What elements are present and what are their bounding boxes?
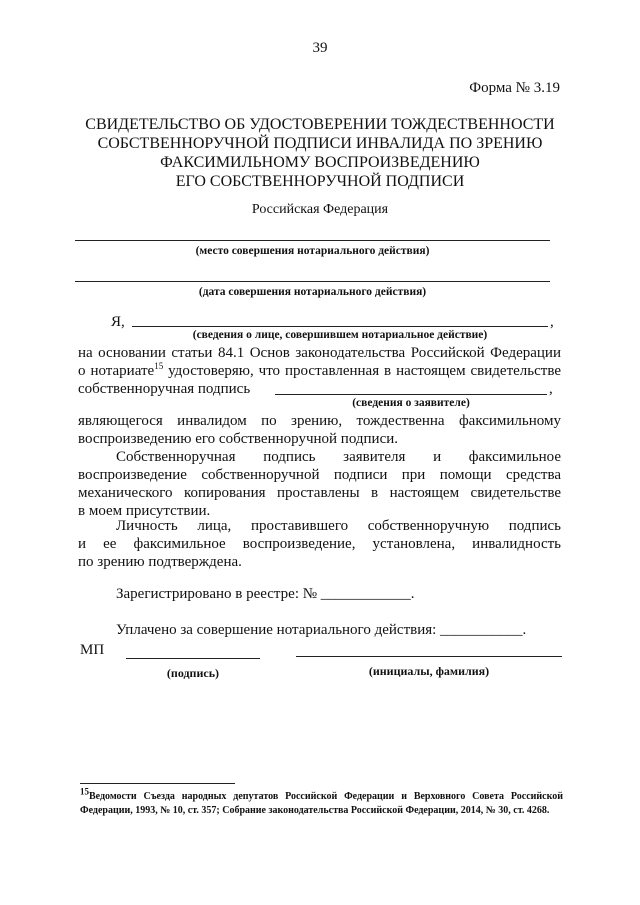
notary-line-end: , [550, 314, 554, 330]
signature-line-end: , [549, 381, 553, 397]
place-caption: (место совершения нотариального действия) [195, 245, 430, 257]
title-line: ФАКСИМИЛЬНОМУ ВОСПРОИЗВЕДЕНИЮ [160, 154, 480, 171]
place-line [75, 240, 550, 241]
title-line: СВИДЕТЕЛЬСТВО ОБ УДОСТОВЕРЕНИИ ТОЖДЕСТВЕННОСТИ [85, 116, 555, 133]
person-caption: (сведения о лице, совершившем нотариальное действие) [192, 329, 488, 341]
paragraph-line: воспроизведению его собственноручной подписи. [78, 431, 399, 447]
footnote-rule [80, 783, 235, 784]
name-field-line [296, 656, 562, 657]
date-caption: (дата совершения нотариального действия) [198, 286, 427, 298]
paragraph-line: механического копирования проставлены в настоящем свидетельстве [78, 485, 561, 501]
paragraph-line: являющегося инвалидом по зрению, тождественна факсимильному [78, 413, 561, 429]
paragraph-text: о нотариате [78, 363, 155, 379]
paragraph-line: Личность лица, проставившего собственноручную подпись [116, 518, 561, 534]
country-label: Российская Федерация [251, 202, 389, 217]
title-line: СОБСТВЕННОРУЧНОЙ ПОДПИСИ ИНВАЛИДА ПО ЗРЕНИЮ [97, 135, 543, 152]
footnote [80, 786, 563, 818]
notary-line [132, 326, 548, 327]
paid-label: Уплачено за совершение нотариального действия: ___________. [116, 622, 527, 638]
page-number: 39 [312, 40, 328, 56]
title-line: ЕГО СОБСТВЕННОРУЧНОЙ ПОДПИСИ [175, 173, 465, 190]
signature-caption: (подпись) [166, 666, 220, 680]
paragraph-line: воспроизведение собственноручной подписи при помощи средства [78, 467, 561, 483]
paragraph-line: в моем присутствии. [78, 503, 211, 519]
footnote-marker: 15 [154, 361, 164, 371]
form-number: Форма № 3.19 [469, 80, 560, 96]
signature-field-line [126, 658, 260, 659]
ya-label: Я, [111, 314, 125, 330]
name-caption: (инициалы, фамилия) [368, 664, 490, 678]
applicant-caption: (сведения о заявителе) [352, 397, 470, 409]
paragraph-line: Собственноручная подпись заявителя и факсимильное [116, 449, 561, 465]
footnote-number: 15 [80, 786, 89, 797]
registry-label: Зарегистрировано в реестре: № ____________. [116, 586, 415, 602]
paragraph-line: собственноручная подпись [78, 381, 251, 397]
document-title [60, 115, 580, 191]
paragraph-line [78, 362, 561, 380]
seal-label: МП [80, 642, 105, 658]
paragraph-line: по зрению подтверждена. [78, 554, 242, 570]
date-line [75, 281, 550, 282]
paragraph-line: на основании статьи 84.1 Основ законодательства Российской Федерации [78, 345, 561, 361]
footnote-text: Ведомости Съезда народных депутатов Российской Федерации и Верховного Совета Российской Федерации, 1993, № 10, ст. 357; Собрание законодательства Российской Федерации, 2014, № 30, ст. 4268. [80, 791, 563, 816]
signature-line [275, 394, 547, 395]
paragraph-text: удостоверяю, что проставленная в настоящем свидетельстве [163, 363, 561, 379]
paragraph-line: и ее факсимильное воспроизведение, установлена, инвалидность [78, 536, 561, 552]
